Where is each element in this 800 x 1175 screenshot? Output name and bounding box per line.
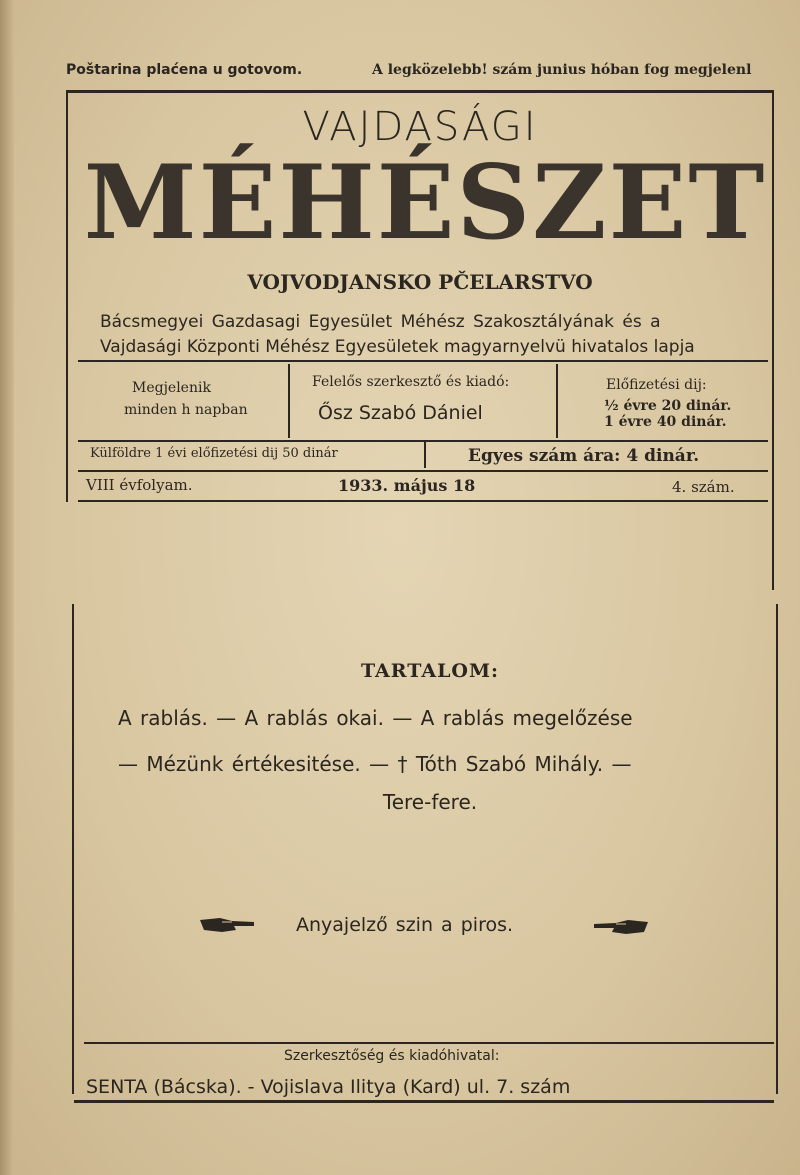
appears-label: Megjelenik (132, 380, 211, 396)
office-label: Szerkesztőség és kiadóhivatal: (284, 1048, 500, 1064)
issue-date: 1933. május 18 (338, 476, 476, 495)
contents-heading: TARTALOM: (360, 660, 500, 682)
frame-left-upper (66, 90, 68, 502)
title-large: MÉHÉSZET (83, 143, 767, 263)
editor-name: Ősz Szabó Dániel (318, 402, 483, 424)
subscription-full: 1 évre 40 dinár. (604, 414, 727, 430)
footer-top-rule (84, 1042, 774, 1044)
editor-label: Felelős szerkesztő és kiadó: (312, 374, 510, 390)
queen-marker-note: Anyajelző szin a piros. (296, 914, 514, 936)
subtitle-line-1: Bácsmegyei Gazdasagi Egyesület Méhész Szakosztályának és a (100, 312, 661, 332)
info-mid-rule (78, 440, 768, 442)
pointing-hand-left-icon (590, 914, 650, 938)
office-address: SENTA (Bácska). - Vojislava Ilitya (Kard) ul. 7. szám (86, 1076, 571, 1098)
frame-right-upper (772, 90, 774, 590)
volume: VIII évfolyam. (86, 476, 193, 494)
info-divider-2 (556, 364, 558, 438)
subscription-label: Előfizetési dij: (606, 377, 707, 393)
price-divider (424, 442, 426, 468)
title-serbian: VOJVODJANSKO PČELARSTVO (247, 270, 593, 294)
foreign-subscription: Külföldre 1 évi előfizetési dij 50 dinár (90, 446, 338, 461)
footer-bottom-rule (74, 1100, 774, 1103)
date-bottom-rule (78, 500, 768, 502)
subscription-half: ½ évre 20 dinár. (604, 398, 732, 414)
pointing-hand-right-icon (198, 912, 258, 936)
info-top-rule (78, 360, 768, 362)
top-rule (66, 90, 774, 93)
subtitle-line-2: Vajdasági Központi Méhész Egyesületek magyarnyelvü hivatalos lapja (100, 337, 695, 357)
next-issue-note: A legközelebb! szám junius hóban fog megjelenl (372, 62, 752, 78)
issue-number: 4. szám. (672, 478, 735, 496)
contents-line-2: — Mézünk értékesitése. — † Tóth Szabó Mihály. — (118, 752, 632, 776)
postage-note: Poštarina plaćena u gotovom. (66, 62, 303, 78)
appears-value: minden h napban (124, 402, 248, 418)
contents-line-3: Tere-fere. (382, 790, 478, 814)
page-spine (0, 0, 14, 1175)
info-divider-1 (288, 364, 290, 438)
contents-line-1: A rablás. — A rablás okai. — A rablás megelőzése (118, 706, 633, 730)
single-price: Egyes szám ára: 4 dinár. (468, 446, 700, 466)
date-top-rule (78, 470, 768, 472)
title-small: VAJDASÁGI (302, 104, 538, 150)
